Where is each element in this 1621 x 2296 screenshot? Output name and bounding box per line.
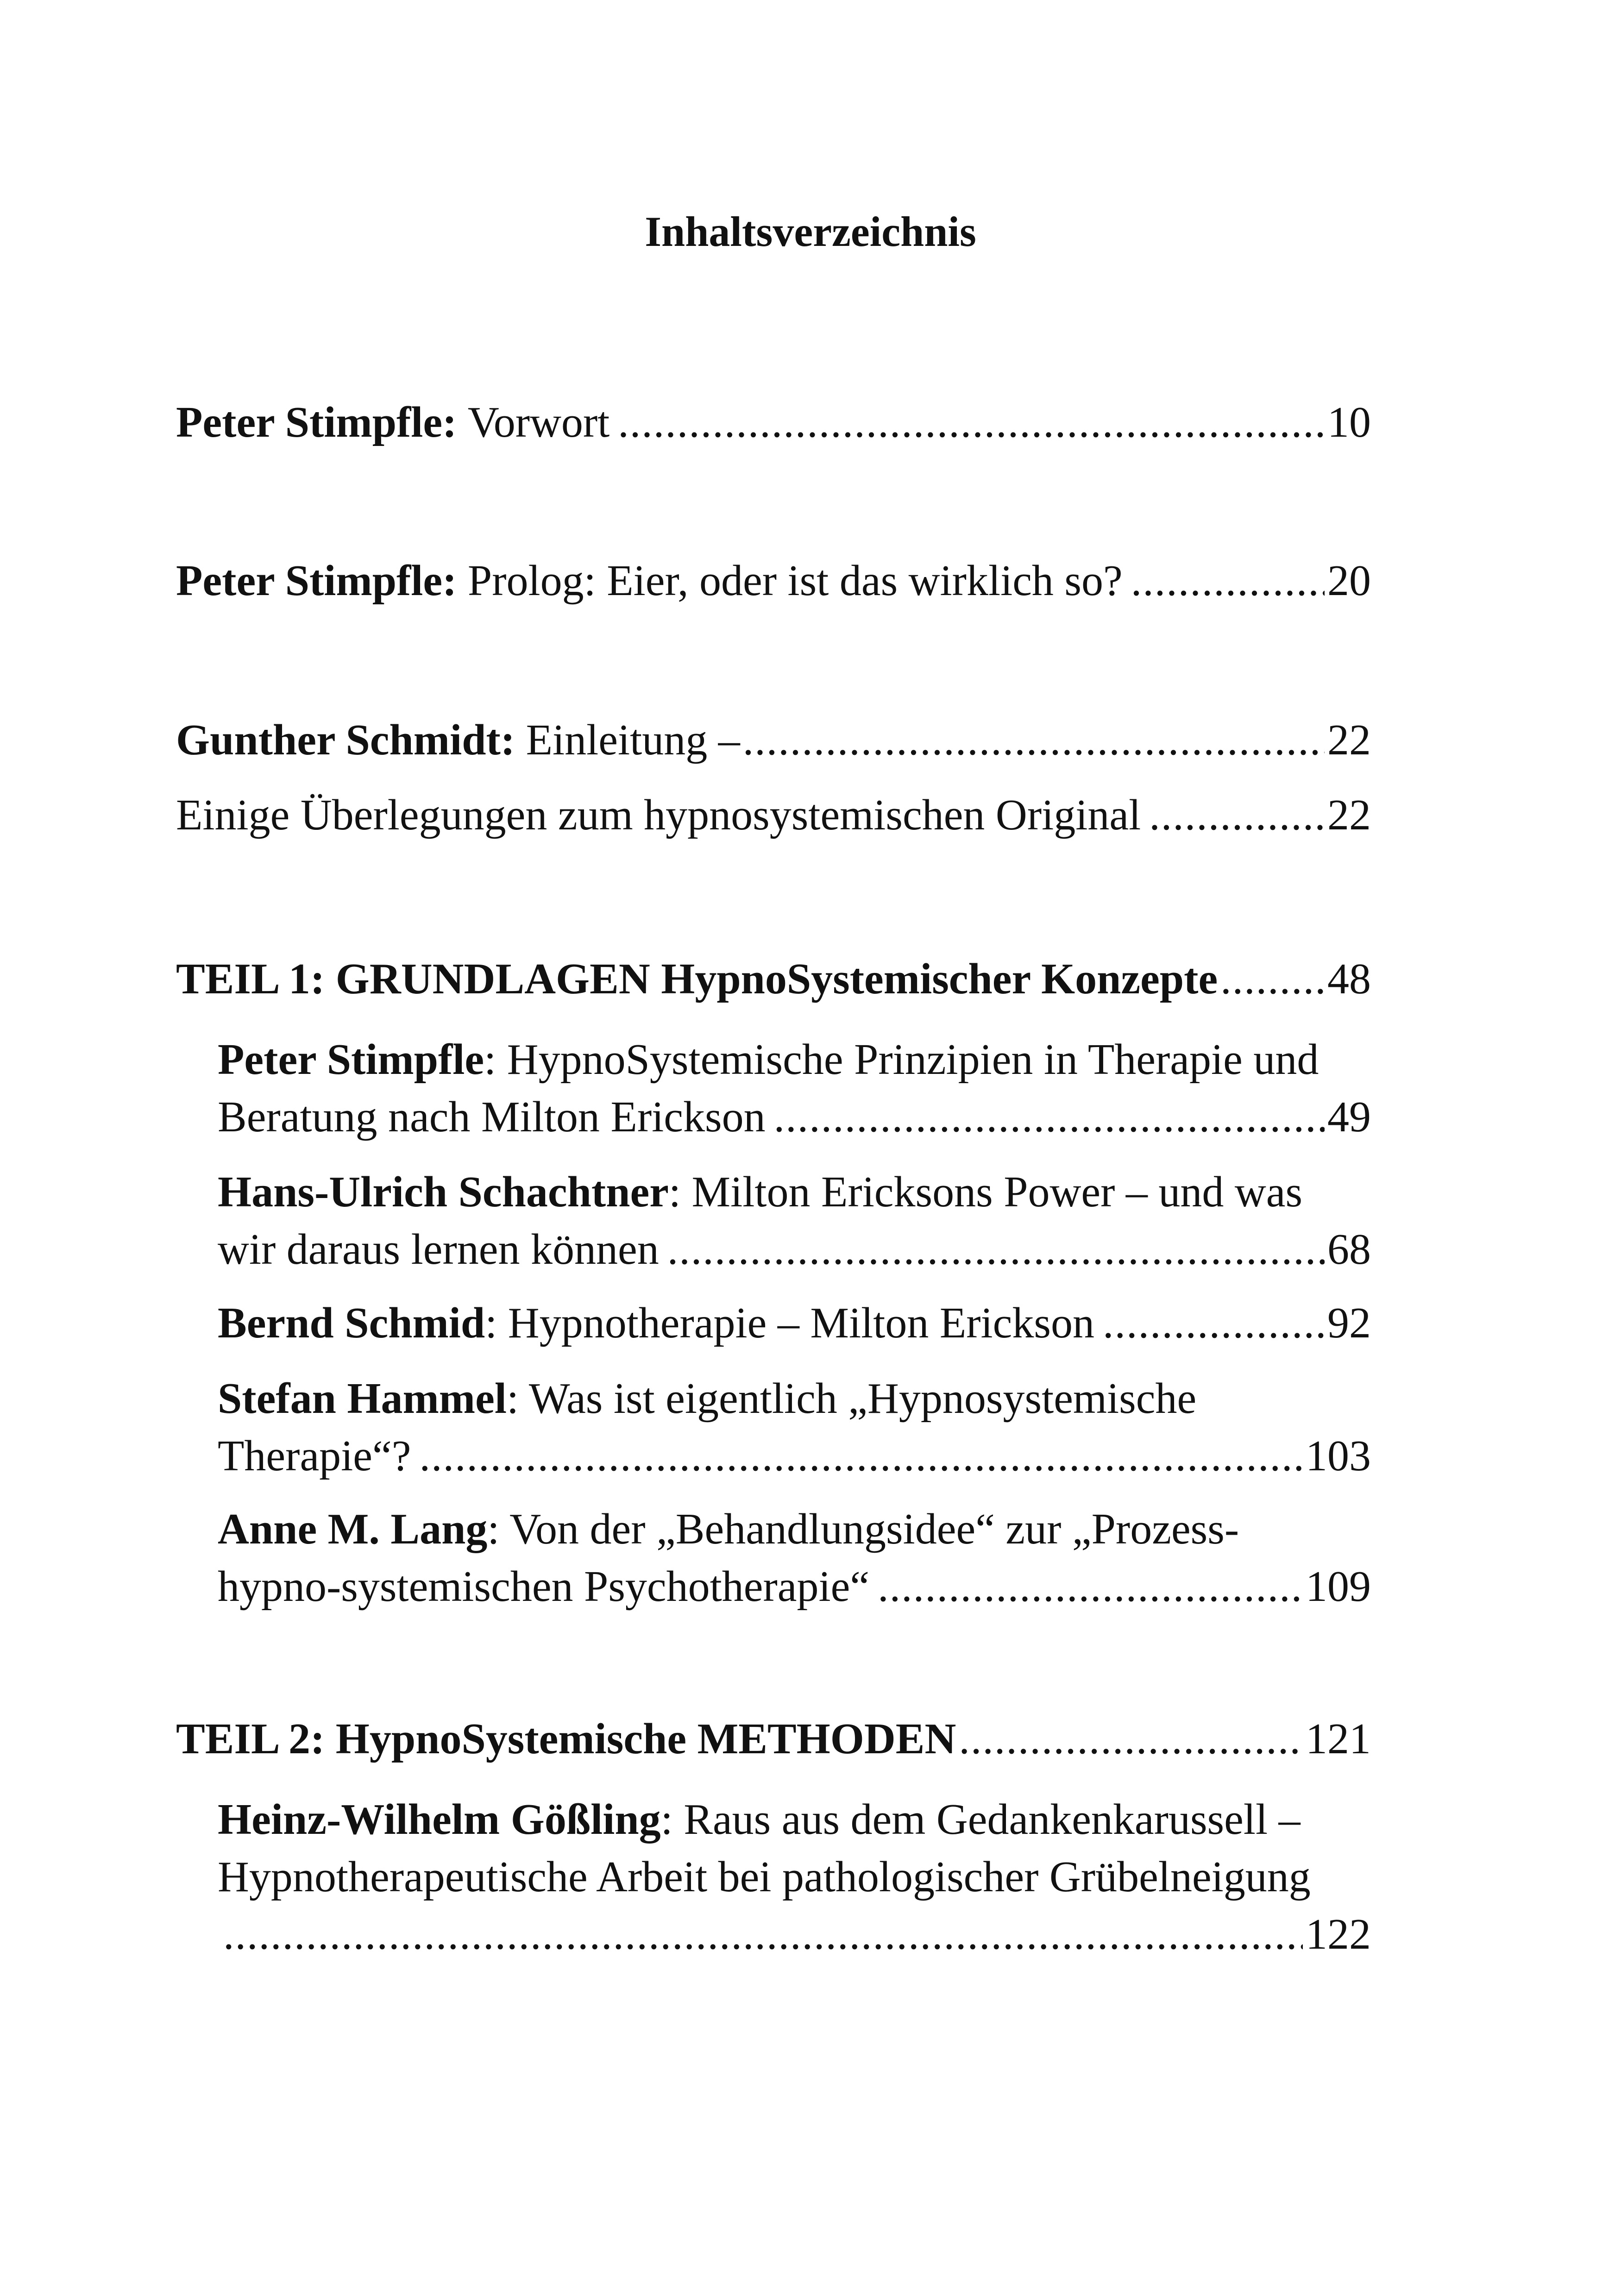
author-name: Stefan Hammel	[218, 1374, 507, 1423]
toc-entry-goessling[interactable]	[218, 1791, 1371, 1963]
entry-title: : Was ist eigentlich „Hypnosystemische	[506, 1374, 1197, 1423]
dot-leader	[667, 1221, 1325, 1278]
dot-leader	[774, 1088, 1325, 1146]
toc-section-teil-2[interactable]	[176, 1710, 1371, 1768]
dot-leader	[743, 711, 1325, 769]
section-heading: TEIL 2: HypnoSystemische METHODEN	[176, 1715, 956, 1763]
page-number: 92	[1327, 1299, 1371, 1347]
page-number: 68	[1327, 1225, 1371, 1273]
page-number: 20	[1327, 557, 1371, 605]
toc-section-teil-1[interactable]	[176, 950, 1371, 1008]
toc-entry-prolog[interactable]	[176, 552, 1371, 609]
page-number: 22	[1327, 791, 1371, 839]
page-number: 48	[1327, 955, 1371, 1003]
entry-title-continued: Beratung nach Milton Erickson	[218, 1093, 766, 1141]
author-name: Bernd Schmid	[218, 1299, 485, 1347]
entry-title: : Hypnotherapie – Milton Erickson	[485, 1299, 1094, 1347]
section-heading: TEIL 1: GRUNDLAGEN HypnoSystemischer Konzepte	[176, 955, 1218, 1003]
dot-leader	[1131, 552, 1325, 609]
author-name: Gunther Schmidt:	[176, 716, 515, 764]
page-title: Inhaltsverzeichnis	[645, 208, 976, 255]
dot-leader	[618, 394, 1325, 451]
entry-title: Prolog: Eier, oder ist das wirklich so?	[467, 557, 1123, 605]
page-number: 121	[1306, 1715, 1371, 1763]
entry-subtitle: Einige Überlegungen zum hypnosystemischen Original	[176, 791, 1141, 839]
toc-entry-lang[interactable]	[218, 1500, 1371, 1615]
entry-title: : Milton Ericksons Power – und was	[668, 1168, 1303, 1216]
page-number: 122	[1306, 1910, 1371, 1958]
dot-leader	[223, 1906, 1303, 1963]
dot-leader	[1103, 1294, 1325, 1352]
page-number: 103	[1306, 1432, 1371, 1480]
toc-entry-schmid[interactable]	[218, 1294, 1371, 1352]
toc-entry-schachtner[interactable]	[218, 1163, 1371, 1278]
entry-title: : Von der „Behandlungsidee“ zur „Prozess-	[487, 1505, 1239, 1553]
author-name: Hans-Ulrich Schachtner	[218, 1168, 669, 1216]
toc-entry-stimpfle-prinzipien[interactable]	[218, 1031, 1371, 1146]
dot-leader	[419, 1427, 1303, 1485]
entry-title-continued: hypno-systemischen Psychotherapie“	[218, 1562, 870, 1611]
entry-title-continued: Hypnotherapeutische Arbeit bei pathologischer Grübelneigung	[218, 1853, 1311, 1901]
entry-title: : HypnoSystemische Prinzipien in Therapie und	[484, 1035, 1319, 1084]
entry-title: Vorwort	[467, 398, 610, 446]
dot-leader	[1220, 950, 1325, 1008]
page-number: 109	[1306, 1562, 1371, 1611]
author-name: Peter Stimpfle	[218, 1035, 484, 1084]
author-name: Heinz-Wilhelm Gößling	[218, 1795, 661, 1844]
toc-entry-hammel[interactable]	[218, 1370, 1371, 1485]
entry-title-continued: wir daraus lernen können	[218, 1225, 659, 1273]
entry-title: Einleitung –	[526, 716, 740, 764]
author-name: Peter Stimpfle:	[176, 398, 457, 446]
dot-leader	[878, 1558, 1303, 1615]
entry-title: : Raus aus dem Gedankenkarussell –	[660, 1795, 1301, 1844]
author-name: Peter Stimpfle:	[176, 557, 457, 605]
toc-entry-vorwort[interactable]	[176, 394, 1371, 451]
dot-leader	[959, 1710, 1303, 1768]
page-number: 49	[1327, 1093, 1371, 1141]
page-number: 22	[1327, 716, 1371, 764]
dot-leader	[1149, 786, 1325, 844]
toc-entry-einleitung[interactable]	[176, 711, 1371, 844]
entry-title-continued: Therapie“?	[218, 1432, 411, 1480]
author-name: Anne M. Lang	[218, 1505, 488, 1553]
page-number: 10	[1327, 398, 1371, 446]
